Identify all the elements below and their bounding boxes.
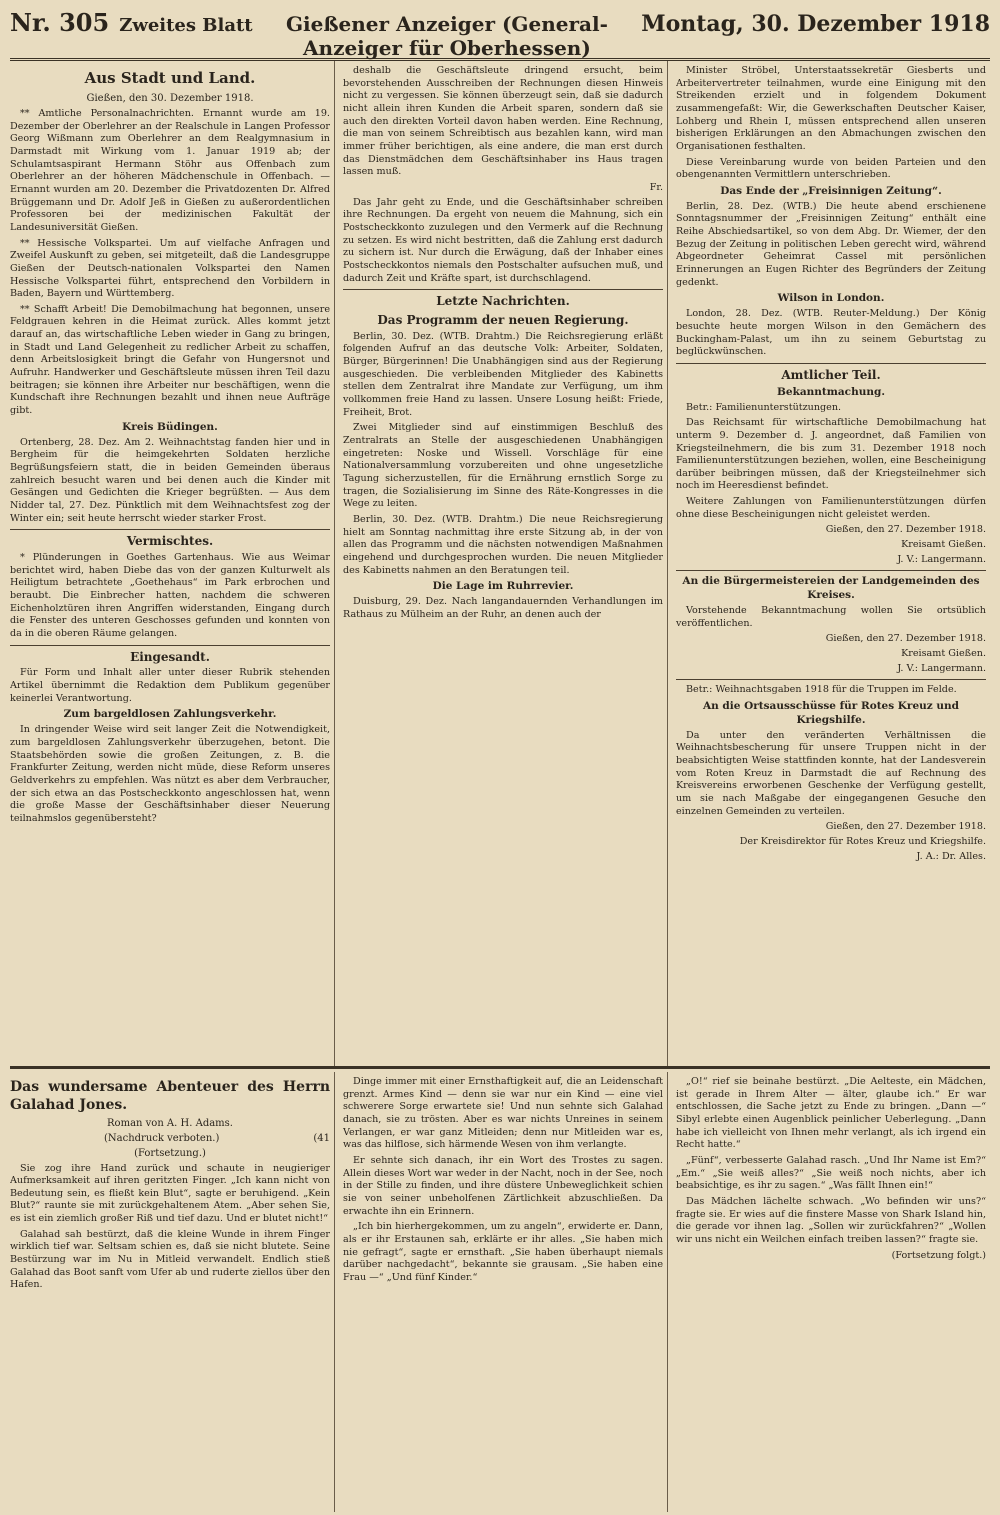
novel-to-be-continued: (Fortsetzung folgt.) <box>891 1249 986 1261</box>
section-heading-official: Amtlicher Teil. <box>781 367 881 382</box>
subheading-kreis: Kreis Büdingen. <box>122 420 218 433</box>
news-section <box>10 61 990 1069</box>
dateline: Gießen, den 30. Dezember 1918. <box>86 92 254 104</box>
novel-paragraph: Galahad sah bestürzt, daß die kleine Wunde in ihrem Finger wirklich tief war. Seltsam schien es, daß sie nicht blutete. Seine Bestürzung war im Nu in Mitleid verwandelt. Endlich stieß Galahad das Boot sanft vom Ufer ab und ruderte ziellos über den Hafen. <box>10 1228 330 1291</box>
article-ruhr-continued: Minister Ströbel, Unterstaatssekretär Giesberts und Arbeitervertreter teilnahmen, wurde eine Einigung mit den Streikenden erzielt und in folgendem Dokument zusammengefaßt: Wir, die Gewerkschaften Deutscher Kaiser, Lohberg und Rhein I, müssen entsprechend allen unseren bisherigen Erklärungen an den Abmachungen zwischen den Organisationen festhalten. <box>676 65 986 152</box>
notice-mayors-body: Vorstehende Bekanntmachung wollen Sie ortsüblich veröffentlichen. <box>676 605 986 629</box>
notice-heading-mayors: An die Bürgermeistereien der Landgemeinden des Kreises. <box>682 575 980 602</box>
notice-red-cross-body: Da unter den veränderten Verhältnissen die Weihnachtsbescherung für unsere Truppen nicht in der beabsichtigten Weise stattfinden konnte, hat der Landesverein vom Roten Kreuz in Darmstadt die auf Rechnung des Kreisvereins erworbenen Geschenke der Verfügung gestellt, um sie nach Maßgabe der eingegangenen Gesuche den einzelnen Gemeinden zu verteilen. <box>676 729 986 817</box>
section-heading-latest: Letzte Nachrichten. <box>436 294 570 309</box>
notice-office: Kreisamt Gießen. <box>901 539 986 551</box>
article-arbeit: ** Schafft Arbeit! Die Demobilmachung hat begonnen, unsere Feldgrauen kehren in die Heimat zurück. Alles kommt jetzt darauf an, das wirtschaftliche Leben wieder in Gang zu bringen, in Stadt und Land Gelegenheit zu redlicher Arbeit zu schaffen, denn Arbeitslosigkeit bringt die Gefahr von Hungersnot und Aufruhr. Handwerker und Geschäftsleute müssen ihren Teil dazu beitragen; sie können ihre Arbeiter nur beschäftigen, wenn die Kundschaft ihre Rechnungen bezahlt und ihnen neue Aufträge gibt. <box>10 303 330 417</box>
notice-heading-red-cross: An die Ortsausschüsse für Rotes Kreuz und Kriegshilfe. <box>703 700 959 726</box>
article-wilson: London, 28. Dez. (WTB. Reuter-Meldung.) Der König besuchte heute morgen Wilson in den Gemächern des Buckingham-Palast, um ihn zu seinem Geburtstag zu beglückwünschen. <box>676 308 986 358</box>
notice-signature: J. V.: Langermann. <box>897 662 986 674</box>
section-label: Zweites Blatt <box>119 15 253 36</box>
issue-date: Montag, 30. Dezember 1918 <box>641 11 990 37</box>
divider <box>676 679 986 680</box>
column-2 <box>343 61 668 1066</box>
novel-continuation: (Fortsetzung.) <box>134 1148 206 1160</box>
column-3 <box>676 61 990 1066</box>
article-ruhr: Duisburg, 29. Dez. Nach langandauernden Verhandlungen im Rathaus zu Mülheim an der Ruhr, an denen auch der <box>343 596 663 620</box>
notice-signature: J. V.: Langermann. <box>897 553 986 565</box>
letter-body: In dringender Weise wird seit langer Zeit die Notwendigkeit, zum bargeldlosen Zahlungsverkehr überzugehen, betont. Die Staatsbehörden sowie die großen Zeitungen, z. B. die Frankfurter Zeitung, werden nicht müde, diese Reform unseres Geldverkehrs zu empfehlen. Was nützt es aber dem Verbraucher, der sich etwa an das Postscheckkonto angeschlossen hat, wenn die große Masse der Geschäftsinhaber dieser Neuerung teilnahmslos gegenübersteht? <box>10 724 330 824</box>
novel-paragraph: Er sehnte sich danach, ihr ein Wort des Trostes zu sagen. Allein dieses Wort war weder in der Nacht, noch in der See, noch in der Stille zu finden, und ihre düstere Unbeweglichkeit schien sie von seiner unbeholfenen Zärtlichkeit abzuschließen. Da erwachte ihn ein Erinnern. <box>343 1154 663 1217</box>
novel-title: Das wundersame Abenteuer des Herrn Galahad Jones. <box>10 1079 330 1114</box>
novel-part: (41 <box>313 1133 330 1145</box>
column-1 <box>10 61 335 1066</box>
notice-subject-gifts: Betr.: Weihnachtsgaben 1918 für die Truppen im Felde. <box>686 684 957 696</box>
article-volkspartei: ** Hessische Volkspartei. Um auf vielfache Anfragen und Zweifel Auskunft zu geben, sei mitgeteilt, daß die Landesgruppe Gießen der Deutsch-nationalen Volkspartei den Namen Hessische Volkspartei führt, entsprechend den Vorbildern in Baden, Bayern und Württemberg. <box>10 237 330 300</box>
notice-office: Der Kreisdirektor für Rotes Kreuz und Kriegshilfe. <box>739 836 986 848</box>
notice-date: Gießen, den 27. Dezember 1918. <box>825 633 986 645</box>
notice-heading: Bekanntmachung. <box>777 385 885 398</box>
notice-date: Gießen, den 27. Dezember 1918. <box>825 821 986 833</box>
novel-author: Roman von A. H. Adams. <box>107 1117 233 1129</box>
article-heading-ruhr: Die Lage im Ruhrrevier. <box>432 580 574 593</box>
novel-column-3 <box>676 1072 990 1512</box>
article-program: Berlin, 30. Dez. (WTB. Drahtm.) Die Reichsregierung erläßt folgenden Aufruf an das deutsche Volk: Arbeiter, Soldaten, Bürger, Bürgerinnen! Die Unabhängigen sind aus der Regierung ausgeschieden. Die verbleibenden Mitglieder des Kabinetts stellen dem Zentralrat ihre Mandate zur Verfügung, um ihm vollkommen freie Hand zu lassen. Unsere Losung heißt: Friede, Freiheit, Brot. <box>343 330 663 418</box>
article-program-2: Zwei Mitglieder sind auf einstimmigen Beschluß des Zentralrats an Stelle der ausgeschiedenen Unabhängigen eingetreten: Noske und Wissell. Vorschläge für eine Nationalversammlung vorzubereiten und ohne ungesetzliche Tagung sicherzustellen, für die Ernährung ernstlich Sorge zu tragen, die Sozialisierung im Sinne des Räte-Kongresses in die Wege zu leiten. <box>343 422 663 510</box>
notice-body: Das Reichsamt für wirtschaftliche Demobilmachung hat unterm 9. Dezember d. J. angeordnet, daß Familien von Kriegsteilnehmern, die bis zum 31. Dezember 1918 noch Familienunterstützungen beziehen, wollen, eine Bescheinigung darüber beibringen müssen, daß der Kriegsteilnehmer sich noch im Heeresdienst befindet. <box>676 417 986 492</box>
letter-signature: Fr. <box>649 181 663 193</box>
notice-body-2: Weitere Zahlungen von Familienunterstützungen dürfen ohne diese Bescheinigungen nicht geleistet werden. <box>676 496 986 520</box>
notice-signature: J. A.: Dr. Alles. <box>916 850 986 862</box>
section-heading-misc: Vermischtes. <box>126 534 214 549</box>
section-heading-letters: Eingesandt. <box>130 649 210 664</box>
letter-title: Zum bargeldlosen Zahlungsverkehr. <box>63 708 277 721</box>
serial-novel <box>10 1069 990 1512</box>
novel-paragraph: Sie zog ihre Hand zurück und schaute in neugieriger Aufmerksamkeit auf ihren geritzten Finger. „Ich kann nicht von Bedeutung sein, es fließt kein Blut“, sagte er beruhigend. „Kein Blut?“ raunte sie mit zurückgehaltenem Atem. „Aber sehen Sie, es ist ein ziemlich großer Riß und tief dazu. Und er blutet nicht!“ <box>10 1162 330 1225</box>
notice-office: Kreisamt Gießen. <box>901 648 986 660</box>
article-personnel: ** Amtliche Personalnachrichten. Ernannt wurde am 19. Dezember der Oberlehrer an der Realschule in Langen Professor Georg Wißmann zum Oberlehrer an dem Realgymnasium in Darmstadt mit Wirkung vom 1. Januar 1919 ab; der Schulamtsaspirant Hermann Stöhr aus Offenbach zum Oberlehrer an der höheren Mädchenschule in Offenbach. — Ernannt wurden am 20. Dezember die Privatdozenten Dr. Alfred Brüggemann und Dr. Adolf Jeß in Gießen zu außerordentlichen Professoren bei der medizinischen Fakultät der Landesuniversität Gießen. <box>10 107 330 233</box>
novel-paragraph: „Fünf“, verbesserte Galahad rasch. „Und Ihr Name ist Em?“ „Em.“ „Sie weiß alles?“ „Sie weiß noch nichts, aber ich beabsichtige, es ihr zu sagen.“ „Was fällt Ihnen ein!“ <box>676 1154 986 1192</box>
newspaper-title: Gießener Anzeiger (General-Anzeiger für Oberhessen) <box>285 12 608 60</box>
divider <box>676 570 986 571</box>
divider <box>343 289 663 290</box>
article-goethe: * Plünderungen in Goethes Gartenhaus. Wie aus Weimar berichtet wird, haben Diebe das von der ganzen Kulturwelt als Heiligtum betrachtete „Goethehaus“ im Park erbrochen und beraubt. Die Einbrecher hatten, nachdem die schweren Eichenholztüren ihren Angriffen widerstanden, Eingang durch die Fenster des unteren Geschosses gefunden und konnten von da in die oberen Räume gelangen. <box>10 552 330 639</box>
article-heading-freisinnig: Das Ende der „Freisinnigen Zeitung“. <box>720 184 942 197</box>
letters-disclaimer: Für Form und Inhalt aller unter dieser Rubrik stehenden Artikel übernimmt die Redaktion dem Publikum gegenüber keinerlei Verantwortung. <box>10 667 330 704</box>
issue-number: Nr. 305 <box>10 8 110 37</box>
novel-column-2 <box>343 1072 668 1512</box>
article-ruhr-end: Diese Vereinbarung wurde von beiden Parteien und den obengenannten Vermittlern unterschrieben. <box>676 156 986 181</box>
novel-paragraph: „O!“ rief sie beinahe bestürzt. „Die Aelteste, ein Mädchen, ist gerade in Ihrem Alter — älter, glaube ich.“ Er war entschlossen, die Sache jetzt zu Ende zu bringen. „Dann —“ Sibyl erlebte einen Augenblick peinlicher Ueberlegung. „Dann habe ich vielleicht von Ihnen mehr verlangt, als ich irgend ein Recht hatte.“ <box>676 1076 986 1151</box>
novel-note: (Nachdruck verboten.) <box>104 1133 220 1145</box>
divider <box>10 529 330 530</box>
article-cabinet: Berlin, 30. Dez. (WTB. Drahtm.) Die neue Reichsregierung hielt am Sonntag nachmittag ihre erste Sitzung ab, in der von allen das Programm und die nächsten notwendigen Maßnahmen eingehend und durchgesprochen wurden. Die neuen Mitglieder des Kabinetts nahmen an den Beratungen teil. <box>343 514 663 576</box>
letter-continuation: deshalb die Geschäftsleute dringend ersucht, beim bevorstehenden Ausschreiben der Rechnungen diesen Hinweis nicht zu vergessen. Sie können überzeugt sein, daß sie dadurch nicht allein ihren Kunden die Arbeit sparen, sondern daß sie auch den direkten Vorteil davon haben werden. Eine Rechnung, die man von seinem Schreibtisch aus bezahlen kann, wird man immer früher berichtigen, als eine andere, die man erst durch das Dienstmädchen dem Geschäftsinhaber ins Haus tragen lassen muß. <box>343 65 663 178</box>
notice-date: Gießen, den 27. Dezember 1918. <box>825 524 986 536</box>
novel-paragraph: Das Mädchen lächelte schwach. „Wo befinden wir uns?“ fragte sie. Er wies auf die finstere Masse von Shark Island hin, die gerade vor ihnen lag. „Sollen wir zurückfahren?“ „Wollen wir uns nicht ein Weilchen einfach treiben lassen?“ fragte sie. <box>676 1195 986 1245</box>
novel-paragraph: Dinge immer mit einer Ernsthaftigkeit auf, die an Leidenschaft grenzt. Armes Kind — denn sie war nur ein Kind — eine viel schwerere Sorge erwartete sie! Und nun sehnte sich Galahad danach, sie zu trösten. Aber es war nichts Unreines in seinem Verlangen, er war ganz Mitleiden; denn nur Mitleiden war es, was das hilflose, sich härmende Wesen von ihm verlangte. <box>343 1076 663 1151</box>
section-heading-local: Aus Stadt und Land. <box>84 69 256 87</box>
article-heading-wilson: Wilson in London. <box>777 292 885 305</box>
notice-subject: Betr.: Familienunterstützungen. <box>686 401 842 413</box>
divider <box>10 645 330 646</box>
novel-column-1 <box>10 1072 335 1512</box>
novel-copyright-note <box>10 1132 330 1145</box>
novel-paragraph: „Ich bin hierhergekommen, um zu angeln“, erwiderte er. Dann, als er ihr Erstaunen sah, erklärte er ihr alles. „Sie haben mich nie gefragt“, sagte er ernsthaft. „Sie haben überhaupt niemals darüber nachgedacht“, bekannte sie grausam. „Sie haben eine Frau —“ „Und fünf Kinder.“ <box>343 1221 663 1283</box>
article-freisinnig: Berlin, 28. Dez. (WTB.) Die heute abend erschienene Sonntagsnummer der „Freisinnigen Zeitung“ enthält eine Reihe Abschiedsartikel, so von dem Abg. Dr. Wiemer, der den Bezug der Zeitung in politischen Leben gerecht wird, während Abgeordneter Geheimrat Cassel mit persönlichen Erinnerungen an Eugen Richter des Begründers der Zeitung gedenkt. <box>676 200 986 288</box>
letter-second: Das Jahr geht zu Ende, und die Geschäftsinhaber schreiben ihre Rechnungen. Da ergeht von neuem die Mahnung, sich ein Postscheckkonto zuzulegen und den Vermerk auf die Rechnung zu setzen. Es wird nicht bestritten, daß die Zahlung erst dadurch zu sichern ist. Nur durch die Erwägung, daß der Inhaber eines Postscheckkontos niemals den Postschalter aufsuchen muß, und dadurch Zeit und Kräfte spart, ist durchschlagend. <box>343 196 663 284</box>
article-ortenberg: Ortenberg, 28. Dez. Am 2. Weihnachtstag fanden hier und in Bergheim für die heimgekehrten Soldaten herzliche Begrüßungsfeiern statt, die in beiden Gemeinden überaus zahlreich besucht waren und bei denen auch die Kinder mit Gesängen und Gedichten die Krieger begrüßten. — Aus dem Nidder tal, 27. Dez. Pünktlich mit dem Weihnachtsfest zog der Winter ein; seit heute herrscht wieder starker Frost. <box>10 436 330 524</box>
article-heading-program: Das Programm der neuen Regierung. <box>377 312 629 327</box>
divider <box>676 363 986 364</box>
masthead <box>10 8 990 61</box>
